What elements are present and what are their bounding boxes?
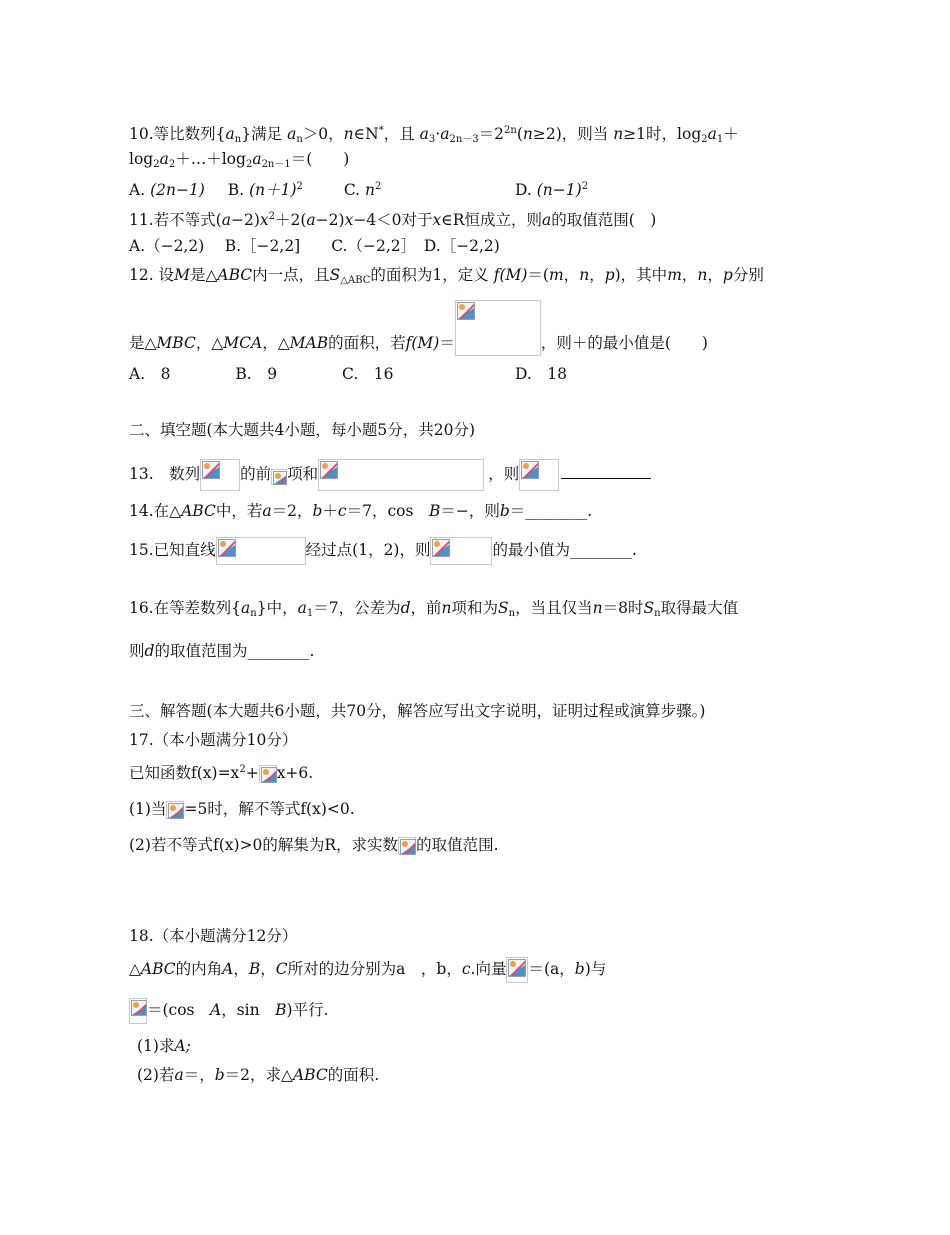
formula-image-icon	[430, 537, 492, 565]
formula-image-icon	[318, 459, 484, 491]
q17-line2: (1)当 =5时，解不等式f(x)<0.	[129, 798, 355, 820]
q18-heading: 18.（本小题满分12分）	[129, 927, 298, 945]
formula-image-icon	[271, 469, 287, 485]
answer-blank[interactable]	[561, 464, 651, 479]
q12-options: A. 8 B. 9 C. 16 D. 18	[129, 365, 568, 383]
section-3-heading: 三、解答题(本大题共6小题，共70分，解答应写出文字说明，证明过程或演算步骤。)	[129, 702, 706, 720]
formula-image-icon	[519, 459, 559, 491]
q10-option-b: B. $(n+1)^2$	[227, 181, 303, 199]
q17-line1: 已知函数$f(x)=x^2+$ x+6.	[129, 759, 313, 784]
section-2-heading: 二、填空题(本大题共4小题，每小题5分，共20分)	[129, 421, 476, 439]
formula-image-icon	[216, 537, 306, 565]
q16-line2: 则d的取值范围为________.	[129, 642, 315, 660]
formula-image-icon	[455, 300, 541, 356]
q17-heading: 17.（本小题满分10分）	[129, 731, 298, 749]
q18-line1: △ABC的内角A，B，C所对的边分别为a ，b，c.向量 ＝(a，b)与	[129, 956, 606, 983]
formula-image-icon	[506, 957, 528, 983]
q10-options	[129, 176, 589, 201]
q10-option-c: C. $n^2$	[343, 181, 382, 199]
formula-image-icon	[259, 765, 277, 783]
q15-line: 15.已知直线 经过点(1，2)，则 的最小值为________.	[129, 536, 637, 565]
q18-part1: (1)求A;	[137, 1037, 191, 1055]
q12-line1: 12. 设M是△ABC内一点，且$S_{\triangle ABC}$的面积为1，定义 f(M)＝(m，n，p)，其中m，n，p分别	[129, 266, 764, 286]
q12-line2: 是△MBC，△MCA，△MAB的面积，若f(M)＝ ，则＋的最小值是( )	[129, 300, 708, 368]
q10-line2: $\log_2a_2+\dots+\log_2a_{2n-1}=$( )	[129, 150, 350, 170]
q18-line2: ＝(cos A，sin B)平行.	[129, 997, 329, 1024]
q17-line3: (2)若不等式f(x)>0的解集为R，求实数 的取值范围.	[129, 834, 499, 856]
q10-line1: 10.等比数列$\{a_n\}$满足 $a_n>0$，n∈N*，且 $a_3\cdot a_{2n-3}=2^{2n}(n\ge 2)$，则当 n≥1时，$\log_2a_1+$	[129, 125, 739, 145]
formula-image-icon	[129, 998, 147, 1024]
q11-options: A.（−2,2) B.［−2,2] C.（−2,2］ D.［−2,2)	[129, 237, 500, 255]
formula-image-icon	[166, 801, 184, 819]
q10-option-d: D. $(n-1)^2$	[515, 181, 589, 199]
q16-line1: 16.在等差数列$\{a_n\}$中，$a_1=7$，公差为d，前n项和为$S_n$，当且仅当n＝8时$S_n$取得最大值	[129, 599, 739, 619]
q13-line: 13. 数列 的前 项和 ，则	[129, 458, 651, 491]
q14-line: 14.在△ABC中，若a＝2，b＋c＝7，cos B＝−，则b＝________.	[129, 502, 593, 520]
q18-part2: (2)若a＝，b＝2，求△ABC的面积.	[137, 1066, 380, 1084]
q10-option-a: A. (2n−1)	[129, 181, 205, 199]
formula-image-icon	[200, 459, 240, 491]
q11-line1: 11.若不等式$(a-2)x^2+2(a-2)x-4<0$对于x∈R恒成立，则a的取值范围( )	[129, 211, 657, 229]
formula-image-icon	[398, 837, 416, 855]
